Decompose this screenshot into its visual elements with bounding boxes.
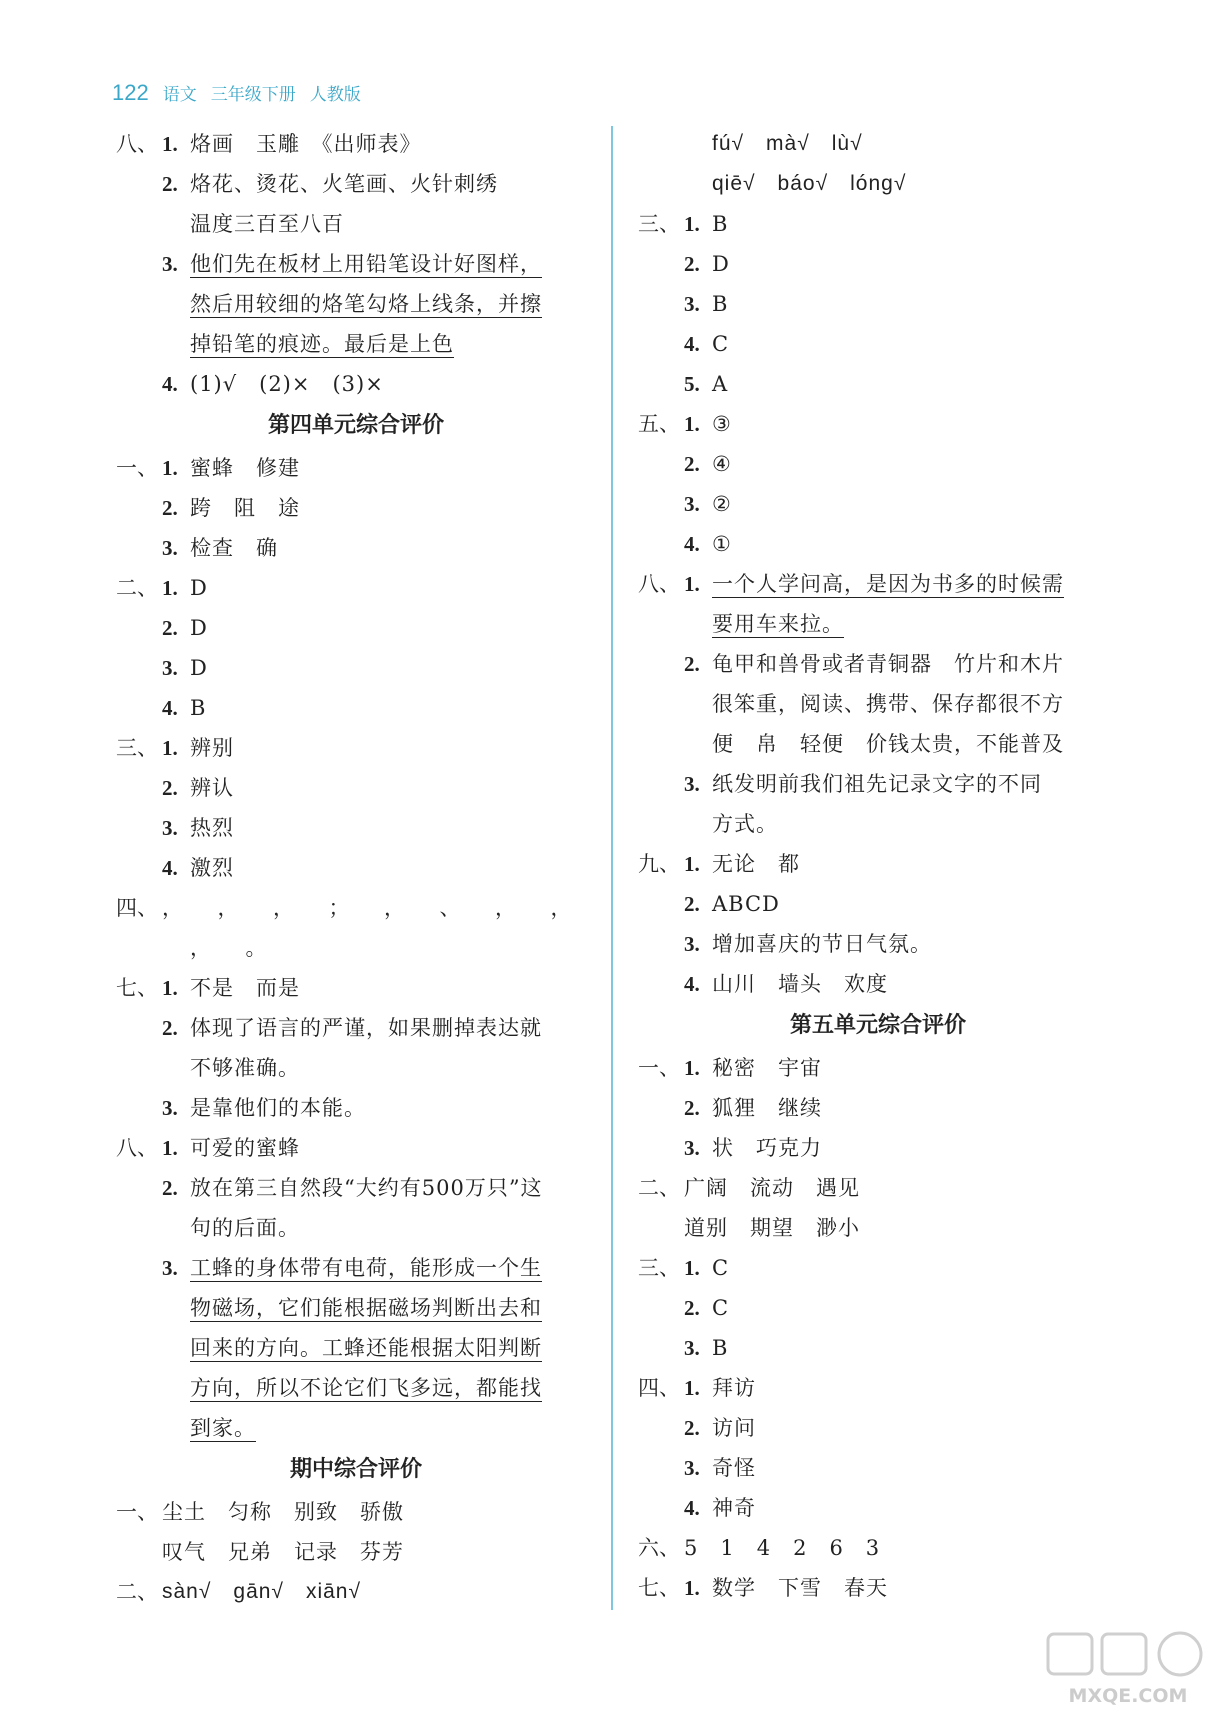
answer-row	[116, 888, 596, 928]
answer-row	[638, 604, 1118, 644]
left-column	[116, 124, 596, 1612]
question-number: 3.	[684, 1336, 700, 1360]
answer-row	[638, 124, 1118, 164]
answer-row	[638, 404, 1118, 444]
question-number: 1.	[684, 212, 700, 236]
answer-row	[638, 764, 1118, 804]
answer-text: 放在第三自然段“大约有500万只”这	[190, 1176, 543, 1200]
answer-text: 无论 都	[712, 852, 800, 876]
answer-text: 烙画 玉雕 《出师表》	[190, 132, 422, 156]
section-marker: 一、	[116, 1500, 158, 1524]
section-marker: 四、	[638, 1376, 680, 1400]
question-number: 1.	[684, 572, 700, 596]
question-number: 3.	[684, 932, 700, 956]
answer-text: 便 帛 轻便 价钱太贵，不能普及	[712, 732, 1064, 756]
answer-row	[638, 644, 1118, 684]
answer-text: B	[712, 292, 729, 316]
answer-row	[116, 124, 596, 164]
header-subject: 语文	[162, 85, 197, 105]
answer-text: 纸发明前我们祖先记录文字的不同	[712, 772, 1042, 796]
answer-row	[638, 1568, 1118, 1608]
answer-row	[116, 284, 596, 324]
question-number: 4.	[684, 1496, 700, 1520]
question-number: 1.	[684, 1576, 700, 1600]
answer-text: 不够准确。	[190, 1056, 300, 1080]
question-number: 3.	[162, 816, 178, 840]
answer-text: 辨别	[190, 736, 234, 760]
answer-text: fú√ mà√ lù√	[712, 132, 863, 155]
section-marker: 三、	[116, 736, 158, 760]
answer-row	[638, 1208, 1118, 1248]
question-number: 4.	[684, 532, 700, 556]
answer-text: 尘土 匀称 别致 骄傲	[162, 1500, 404, 1524]
answer-text: ③	[712, 412, 732, 436]
answer-row	[116, 488, 596, 528]
section-marker: 三、	[638, 1256, 680, 1280]
answer-row	[116, 568, 596, 608]
column-divider	[611, 126, 613, 1610]
answer-row	[638, 1288, 1118, 1328]
question-number: 2.	[684, 1096, 700, 1120]
answer-text: ①	[712, 532, 732, 556]
answer-text: 温度三百至八百	[190, 212, 344, 236]
answer-row	[638, 1168, 1118, 1208]
answer-row	[116, 364, 596, 404]
answer-row	[116, 608, 596, 648]
watermark-logo	[1040, 1630, 1215, 1710]
answer-text: 蜜蜂 修建	[190, 456, 300, 480]
answer-text: 激烈	[190, 856, 234, 880]
answer-text: ABCD	[712, 892, 780, 916]
answer-row	[116, 448, 596, 488]
answer-text: 体现了语言的严谨，如果删掉表达就	[190, 1016, 542, 1040]
answer-row	[116, 928, 596, 968]
answer-row	[116, 1288, 596, 1328]
answer-text: 增加喜庆的节日气氛。	[712, 932, 932, 956]
question-number: 2.	[684, 252, 700, 276]
answer-text: 狐狸 继续	[712, 1096, 822, 1120]
answer-row	[116, 1048, 596, 1088]
section-marker: 八、	[116, 132, 158, 156]
question-number: 3.	[162, 656, 178, 680]
section-title: 第四单元综合评价	[267, 413, 444, 438]
question-number: 3.	[162, 1256, 178, 1280]
answer-row	[116, 244, 596, 284]
section-title: 第五单元综合评价	[789, 1013, 966, 1038]
question-number: 1.	[162, 576, 178, 600]
answer-row	[638, 524, 1118, 564]
question-number: 2.	[162, 172, 178, 196]
question-number: 1.	[684, 1256, 700, 1280]
right-column	[638, 124, 1118, 1608]
question-number: 2.	[684, 892, 700, 916]
answer-text: 状 巧克力	[712, 1136, 822, 1160]
answer-row	[116, 1328, 596, 1368]
header-edition: 人教版	[309, 85, 361, 105]
page-header	[112, 80, 361, 110]
question-number: 2.	[162, 776, 178, 800]
answer-row	[116, 1572, 596, 1612]
answer-row	[116, 528, 596, 568]
answer-row	[638, 1088, 1118, 1128]
answer-row	[638, 204, 1118, 244]
answer-row	[638, 684, 1118, 724]
answer-row	[116, 1128, 596, 1168]
answer-text: 一个人学问高，是因为书多的时候需	[712, 572, 1064, 596]
answer-row	[638, 1488, 1118, 1528]
question-number: 2.	[162, 496, 178, 520]
question-number: 3.	[684, 1136, 700, 1160]
answer-row	[638, 1248, 1118, 1288]
section-marker: 三、	[638, 212, 680, 236]
answer-text: C	[712, 332, 730, 356]
answer-row	[116, 1248, 596, 1288]
answer-text: 物磁场，它们能根据磁场判断出去和	[190, 1296, 542, 1320]
answer-text: 然后用较细的烙笔勾烙上线条，并擦	[190, 292, 542, 316]
answer-text: 龟甲和兽骨或者青铜器 竹片和木片	[712, 652, 1064, 676]
section-marker: 六、	[638, 1536, 680, 1560]
answer-text: B	[712, 212, 729, 236]
section-marker: 二、	[638, 1176, 680, 1200]
question-number: 2.	[684, 1416, 700, 1440]
question-number: 4.	[162, 856, 178, 880]
section-marker: 八、	[116, 1136, 158, 1160]
answer-text: 奇怪	[712, 1456, 756, 1480]
answer-row	[638, 1448, 1118, 1488]
answer-row	[638, 1328, 1118, 1368]
answer-row	[116, 848, 596, 888]
answer-row	[638, 1128, 1118, 1168]
question-number: 2.	[684, 452, 700, 476]
answer-text: sàn√ gān√ xiān√	[162, 1580, 361, 1603]
answer-text: 句的后面。	[190, 1216, 300, 1240]
question-number: 2.	[162, 1176, 178, 1200]
answer-row	[638, 484, 1118, 524]
question-number: 1.	[684, 412, 700, 436]
answer-row	[116, 1532, 596, 1572]
answer-row	[116, 1008, 596, 1048]
answer-text: D	[712, 252, 730, 276]
question-number: 2.	[162, 1016, 178, 1040]
question-number: 4.	[162, 372, 178, 396]
section-marker: 八、	[638, 572, 680, 596]
answer-row	[116, 204, 596, 244]
answer-text: 回来的方向。工蜂还能根据太阳判断	[190, 1336, 542, 1360]
question-number: 1.	[162, 456, 178, 480]
question-number: 3.	[684, 772, 700, 796]
question-number: 1.	[162, 132, 178, 156]
answer-text: 工蜂的身体带有电荷，能形成一个生	[190, 1256, 542, 1280]
answer-text: 掉铅笔的痕迹。最后是上色	[190, 332, 454, 356]
answer-text: 拜访	[712, 1376, 756, 1400]
answer-row	[116, 1492, 596, 1532]
answer-row	[116, 688, 596, 728]
question-number: 2.	[684, 652, 700, 676]
answer-text: 秘密 宇宙	[712, 1056, 822, 1080]
answer-text: 神奇	[712, 1496, 756, 1520]
answer-text: ②	[712, 492, 732, 516]
question-number: 4.	[162, 696, 178, 720]
section-marker: 一、	[116, 456, 158, 480]
answer-text: 数学 下雪 春天	[712, 1576, 888, 1600]
question-number: 3.	[684, 492, 700, 516]
answer-text: 方式。	[712, 812, 778, 836]
answer-text: ④	[712, 452, 732, 476]
answer-text: 热烈	[190, 816, 234, 840]
section-marker: 九、	[638, 852, 680, 876]
answer-row	[638, 364, 1118, 404]
answer-row	[638, 284, 1118, 324]
answer-text: 很笨重，阅读、携带、保存都很不方	[712, 692, 1064, 716]
question-number: 4.	[684, 332, 700, 356]
answer-row	[116, 324, 596, 364]
answer-text: B	[712, 1336, 729, 1360]
answer-text: 访问	[712, 1416, 756, 1440]
answer-row	[638, 884, 1118, 924]
question-number: 3.	[684, 1456, 700, 1480]
answer-text: 山川 墙头 欢度	[712, 972, 888, 996]
answer-row	[638, 844, 1118, 884]
answer-text: 不是 而是	[190, 976, 300, 1000]
answer-row	[116, 808, 596, 848]
answer-text: D	[190, 656, 208, 680]
answer-row	[116, 1368, 596, 1408]
question-number: 2.	[684, 1296, 700, 1320]
watermark-text: MXQE.COM	[1068, 1685, 1188, 1707]
question-number: 3.	[162, 252, 178, 276]
answer-row	[638, 324, 1118, 364]
answer-row	[638, 804, 1118, 844]
answer-text: ， 。	[190, 936, 268, 960]
page-number: 122	[112, 80, 149, 105]
answer-text: 辨认	[190, 776, 234, 800]
answer-row	[116, 648, 596, 688]
question-number: 3.	[684, 292, 700, 316]
answer-row	[638, 164, 1118, 204]
section-marker: 二、	[116, 1580, 158, 1604]
question-number: 1.	[162, 736, 178, 760]
answer-row	[116, 728, 596, 768]
watermark-graphic	[1040, 1630, 1215, 1710]
answer-text: B	[190, 696, 207, 720]
answer-row	[116, 1088, 596, 1128]
section-marker: 二、	[116, 576, 158, 600]
answer-row	[116, 768, 596, 808]
answer-text: 可爱的蜜蜂	[190, 1136, 300, 1160]
section-marker: 七、	[116, 976, 158, 1000]
answer-text: 他们先在板材上用铅笔设计好图样，	[190, 252, 542, 276]
header-grade: 三年级下册	[210, 85, 296, 105]
answer-row	[638, 1368, 1118, 1408]
answer-row	[638, 244, 1118, 284]
question-number: 1.	[162, 1136, 178, 1160]
answer-text: C	[712, 1296, 730, 1320]
section-marker: 五、	[638, 412, 680, 436]
answer-row	[638, 1048, 1118, 1088]
answer-text: 检查 确	[190, 536, 278, 560]
answer-row	[116, 1208, 596, 1248]
question-number: 1.	[684, 1376, 700, 1400]
answer-text: 方向，所以不论它们飞多远，都能找	[190, 1376, 542, 1400]
section-marker: 七、	[638, 1576, 680, 1600]
section-marker: 一、	[638, 1056, 680, 1080]
answer-text: 烙花、烫花、火笔画、火针刺绣	[190, 172, 498, 196]
answer-row	[638, 1408, 1118, 1448]
answer-row	[638, 564, 1118, 604]
answer-text: A	[712, 372, 729, 396]
question-number: 4.	[684, 972, 700, 996]
answer-row	[116, 1168, 596, 1208]
answer-text: 跨 阻 途	[190, 496, 300, 520]
answer-text: 叹气 兄弟 记录 芬芳	[162, 1540, 404, 1564]
answer-text: 道别 期望 渺小	[684, 1216, 860, 1240]
answer-row	[116, 968, 596, 1008]
section-marker: 四、	[116, 896, 158, 920]
answer-text: ， ， ， ； ， 、 ， ，	[162, 896, 573, 920]
answer-row	[116, 164, 596, 204]
answer-text: (1)√ (2)× (3)×	[190, 372, 384, 396]
question-number: 1.	[684, 1056, 700, 1080]
answer-text: 广阔 流动 遇见	[684, 1176, 860, 1200]
answer-row	[638, 964, 1118, 1004]
answer-text: 5 1 4 2 6 3	[684, 1536, 881, 1560]
answer-row	[638, 1528, 1118, 1568]
answer-text: C	[712, 1256, 730, 1280]
answer-row	[116, 1408, 596, 1448]
question-number: 3.	[162, 536, 178, 560]
answer-row	[638, 724, 1118, 764]
answer-text: D	[190, 576, 208, 600]
question-number: 1.	[684, 852, 700, 876]
answer-row	[638, 444, 1118, 484]
answer-text: 到家。	[190, 1416, 256, 1440]
answer-text: qiē√ báo√ lóng√	[712, 172, 907, 195]
answer-row	[638, 924, 1118, 964]
answer-text: D	[190, 616, 208, 640]
question-number: 3.	[162, 1096, 178, 1120]
question-number: 1.	[162, 976, 178, 1000]
answer-text: 是靠他们的本能。	[190, 1096, 366, 1120]
question-number: 2.	[162, 616, 178, 640]
answer-text: 要用车来拉。	[712, 612, 844, 636]
section-title: 期中综合评价	[289, 1457, 422, 1482]
question-number: 5.	[684, 372, 700, 396]
